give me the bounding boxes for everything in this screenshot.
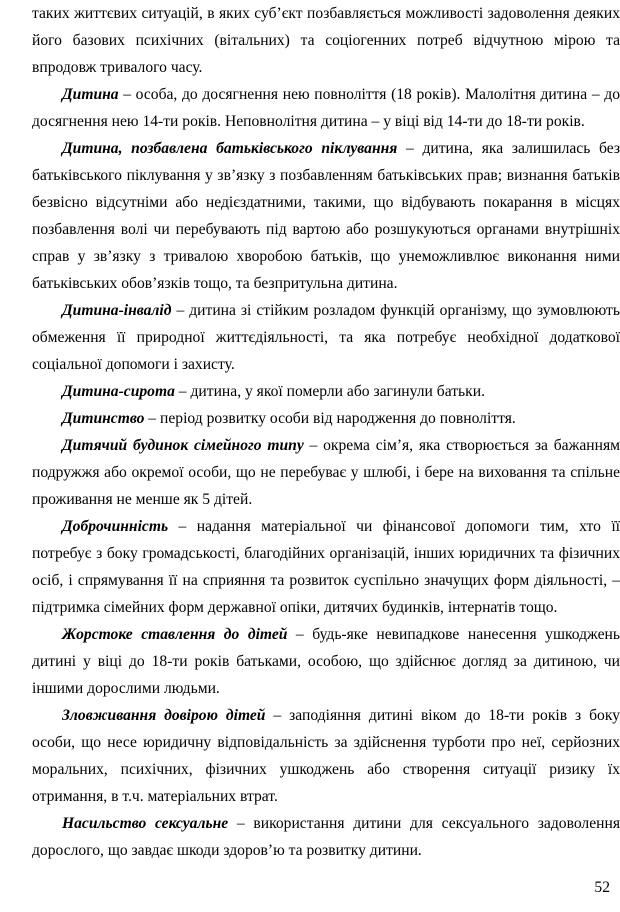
intro-paragraph: таких життєвих ситуацій, в яких суб’єкт позбавляється можливості задоволення деяких його базових психічних (вітальних) та соціогенних потреб відчутною мірою та впродовж тривалого часу. <box>32 5 620 76</box>
glossary-definition: – будь-яке невипадкове нанесення ушкоджень дитині у віці до 18-ти років батьками, особою, що здійснює догляд за дитиною, чи іншими дорослими людьми. <box>32 626 620 697</box>
glossary-term: Дитина, позбавлена батьківського піклування <box>62 140 398 157</box>
glossary-term: Дитячий будинок сімейного типу <box>62 437 304 454</box>
glossary-entry <box>32 432 620 513</box>
glossary-definition: – надання матеріальної чи фінансової допомоги тим, хто її потребує з боку громадськості, благодійних організацій, інших юридичних та фізичних осіб, і спрямування її на сприяння та розвиток суспільно значущих форм діяльності, – підтримка сімейних форм державної опіки, дитячих будинків, інтернатів тощо. <box>32 518 620 616</box>
glossary-entry <box>32 513 620 621</box>
glossary-definition: – особа, до досягнення нею повноліття (18 років). Малолітня дитина – до досягнення нею 14-ти років. Неповнолітня дитина – у віці від 14-ти до 18-ти років. <box>32 86 620 130</box>
glossary-entry <box>32 702 620 810</box>
glossary-entry <box>32 297 620 378</box>
page-number: 52 <box>594 879 610 896</box>
glossary-term: Дитина-сирота <box>62 383 175 400</box>
glossary-definition: – дитина, у якої померли або загинули батьки. <box>174 383 485 400</box>
glossary-term: Доброчинність <box>62 518 169 535</box>
glossary-term: Жорстоке ставлення до дітей <box>62 626 288 643</box>
glossary-term: Дитина-інвалід <box>62 302 172 319</box>
document-body <box>32 0 620 864</box>
glossary-definition: – період розвитку особи від народження до повноліття. <box>144 410 516 427</box>
glossary-definition: – дитина, яка залишилась без батьківського піклування у зв’язку з позбавленням батьківських прав; визнання батьків безвісно відсутніми або недієздатними, такими, що відбувають покарання в місцях позбавлення волі чи перебувають під вартою або розшукуються органами внутрішніх справ у зв’язку з тривалою хворобою батьків, що унеможливлює виконання ними батьківських обов’язків тощо, та безпритульна дитина. <box>32 140 620 292</box>
glossary-entry <box>32 621 620 702</box>
glossary-term: Насильство сексуальне <box>62 815 229 832</box>
glossary-definition: – використання дитини для сексуального задоволення дорослого, що завдає шкоди здоров’ю та розвитку дитини. <box>32 815 620 859</box>
glossary-entry <box>32 81 620 135</box>
glossary-entry <box>32 378 620 405</box>
glossary-definition: – окрема сім’я, яка створюється за бажанням подружжя або окремої особи, що не перебуває у шлюбі, і бере на виховання та спільне проживання не менше як 5 дітей. <box>32 437 620 508</box>
glossary-entry <box>32 810 620 864</box>
glossary-term: Зловживання довірою дітей <box>62 707 266 724</box>
glossary-term: Дитинство <box>62 410 145 427</box>
glossary-entry <box>32 135 620 297</box>
glossary-definition: – заподіяння дитині віком до 18-ти років з боку особи, що несе юридичну відповідальність за здійснення турботи про неї, серйозних моральних, психічних, фізичних ушкоджень або створення ситуації ризику їх отримання, в т.ч. матеріальних втрат. <box>32 707 620 805</box>
glossary-term: Дитина <box>62 86 119 103</box>
glossary-definition: – дитина зі стійким розладом функцій організму, що зумовлюють обмеження її природної життєдіяльності, та яка потребує необхідної додаткової соціальної допомоги і захисту. <box>32 302 620 373</box>
glossary-entry <box>32 405 620 432</box>
